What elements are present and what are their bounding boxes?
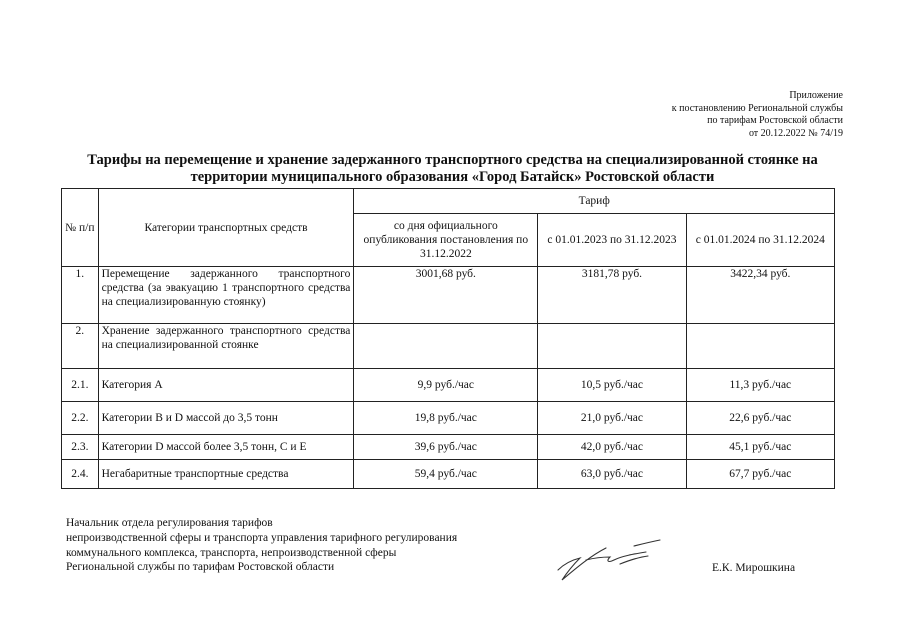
header-period-2: с 01.01.2023 по 31.12.2023 (538, 214, 686, 267)
header-tariff: Тариф (354, 189, 835, 214)
row-price-period-1: 9,9 руб./час (354, 369, 538, 402)
appendix-line: от 20.12.2022 № 74/19 (748, 127, 843, 139)
row-price-period-1: 19,8 руб./час (354, 402, 538, 435)
row-price-period-3: 22,6 руб./час (686, 402, 834, 435)
table-row (62, 435, 835, 460)
row-price-period-1 (354, 324, 538, 369)
header-period-3: с 01.01.2024 по 31.12.2024 (686, 214, 834, 267)
row-price-period-2: 3181,78 руб. (538, 267, 686, 324)
signatory-position-line: Начальник отдела регулирования тарифов (66, 517, 273, 529)
row-price-period-1: 59,4 руб./час (354, 460, 538, 489)
table-row (62, 460, 835, 489)
row-price-period-2: 63,0 руб./час (538, 460, 686, 489)
row-num: 2. (62, 324, 99, 369)
row-category: Категория А (98, 369, 354, 402)
appendix-line: Приложение (789, 90, 843, 101)
row-price-period-1: 3001,68 руб. (354, 267, 538, 324)
row-price-period-3 (686, 324, 834, 369)
row-price-period-3: 3422,34 руб. (686, 267, 834, 324)
table-row (62, 402, 835, 435)
tariff-table (61, 188, 835, 489)
document-title (40, 152, 865, 186)
row-category: Перемещение задержанного транспортного средства (за эвакуацию 1 транспортного средства на специализированную стоянку) (98, 267, 354, 324)
row-price-period-2 (538, 324, 686, 369)
title-line: Тарифы на перемещение и хранение задержанного транспортного средства на специализированной стоянке на (87, 152, 818, 168)
row-num: 2.2. (62, 402, 99, 435)
row-category: Хранение задержанного транспортного средства на специализированной стоянке (98, 324, 354, 369)
row-num: 2.4. (62, 460, 99, 489)
row-category: Негабаритные транспортные средства (98, 460, 354, 489)
appendix-line: по тарифам Ростовской области (707, 115, 843, 126)
row-price-period-3: 45,1 руб./час (686, 435, 834, 460)
signatory-position-line: непроизводственной сферы и транспорта управления тарифного регулирования (66, 531, 458, 544)
header-category: Категории транспортных средств (98, 189, 354, 267)
row-price-period-2: 42,0 руб./час (538, 435, 686, 460)
row-category: Категории D массой более 3,5 тонн, C и E (98, 435, 354, 460)
row-num: 1. (62, 267, 99, 324)
appendix-line: к постановлению Региональной службы (671, 102, 843, 114)
title-line: территории муниципального образования «Город Батайск» Ростовской области (190, 169, 715, 185)
signatory-position-line: Региональной службы по тарифам Ростовской области (66, 561, 335, 574)
table-row (62, 369, 835, 402)
row-price-period-3: 67,7 руб./час (686, 460, 834, 489)
row-price-period-2: 21,0 руб./час (538, 402, 686, 435)
table-header-row (62, 189, 835, 214)
row-price-period-2: 10,5 руб./час (538, 369, 686, 402)
row-num: 2.1. (62, 369, 99, 402)
table-row (62, 267, 835, 324)
row-category: Категории B и D массой до 3,5 тонн (98, 402, 354, 435)
signatory-position-line: коммунального комплекса, транспорта, непроизводственной сферы (66, 546, 397, 559)
handwritten-signature (550, 530, 670, 585)
header-period-1: со дня официального опубликования постановления по 31.12.2022 (354, 214, 538, 267)
row-num: 2.3. (62, 435, 99, 460)
signatory-block (66, 516, 457, 575)
appendix-note (672, 90, 843, 140)
table-row (62, 324, 835, 369)
header-num: № п/п (62, 189, 99, 267)
row-price-period-1: 39,6 руб./час (354, 435, 538, 460)
signer-name: Е.К. Мирошкина (712, 562, 796, 574)
row-price-period-3: 11,3 руб./час (686, 369, 834, 402)
